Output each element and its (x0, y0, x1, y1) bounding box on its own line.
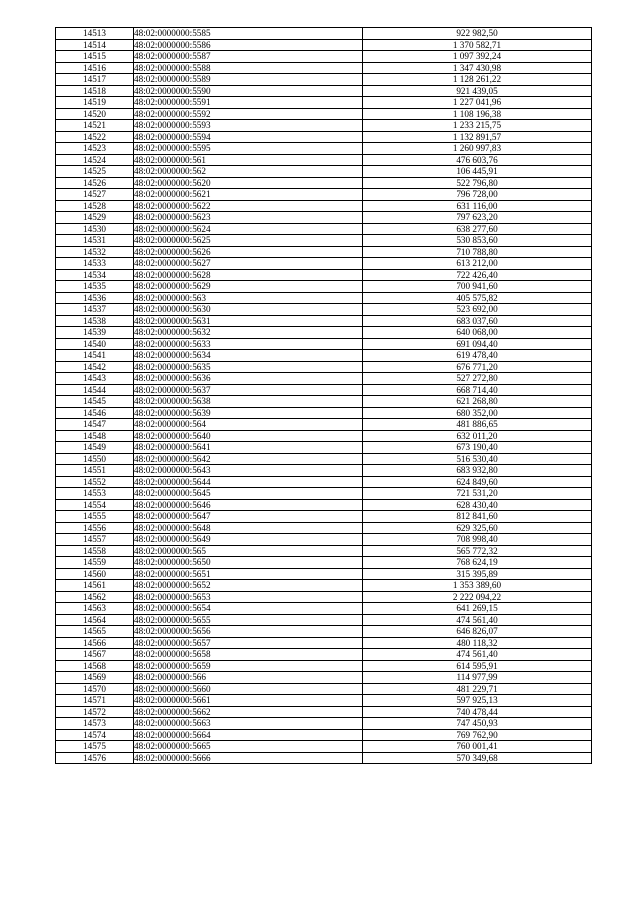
table-row (56, 131, 592, 143)
cadastral-number-cell: 48:02:0000000:5657 (134, 637, 363, 649)
cadastral-number-cell: 48:02:0000000:5650 (134, 557, 363, 569)
table-row (56, 384, 592, 396)
cadastral-value-cell: 481 886,65 (363, 419, 592, 431)
row-number-cell: 14542 (56, 361, 134, 373)
table-row (56, 706, 592, 718)
cadastral-value-cell: 769 762,90 (363, 729, 592, 741)
table-row (56, 660, 592, 672)
table-row (56, 292, 592, 304)
row-number-cell: 14551 (56, 465, 134, 477)
table-row (56, 453, 592, 465)
cadastral-number-cell: 48:02:0000000:5644 (134, 476, 363, 488)
cadastral-number-cell: 48:02:0000000:5591 (134, 97, 363, 109)
cadastral-number-cell: 48:02:0000000:563 (134, 292, 363, 304)
cadastral-number-cell: 48:02:0000000:5655 (134, 614, 363, 626)
row-number-cell: 14533 (56, 258, 134, 270)
cadastral-value-cell: 1 108 196,38 (363, 108, 592, 120)
cadastral-value-cell: 632 011,20 (363, 430, 592, 442)
table-row (56, 465, 592, 477)
cadastral-number-cell: 48:02:0000000:5588 (134, 62, 363, 74)
cadastral-value-cell: 1 370 582,71 (363, 39, 592, 51)
row-number-cell: 14537 (56, 304, 134, 316)
table-row (56, 223, 592, 235)
table-row (56, 74, 592, 86)
cadastral-number-cell: 48:02:0000000:5664 (134, 729, 363, 741)
cadastral-number-cell: 48:02:0000000:5649 (134, 534, 363, 546)
cadastral-value-cell: 797 623,20 (363, 212, 592, 224)
cadastral-value-cell: 480 118,32 (363, 637, 592, 649)
cadastral-number-cell: 48:02:0000000:5647 (134, 511, 363, 523)
row-number-cell: 14549 (56, 442, 134, 454)
cadastral-value-cell: 621 268,80 (363, 396, 592, 408)
row-number-cell: 14546 (56, 407, 134, 419)
cadastral-value-cell: 1 353 389,60 (363, 580, 592, 592)
table-row (56, 718, 592, 730)
cadastral-number-cell: 48:02:0000000:5623 (134, 212, 363, 224)
cadastral-value-cell: 796 728,00 (363, 189, 592, 201)
cadastral-number-cell: 48:02:0000000:5589 (134, 74, 363, 86)
row-number-cell: 14538 (56, 315, 134, 327)
table-row (56, 304, 592, 316)
row-number-cell: 14557 (56, 534, 134, 546)
cadastral-number-cell: 48:02:0000000:5660 (134, 683, 363, 695)
table-row (56, 269, 592, 281)
cadastral-value-cell: 405 575,82 (363, 292, 592, 304)
cadastral-value-cell: 631 116,00 (363, 200, 592, 212)
table-body (56, 28, 592, 764)
cadastral-value-cell: 613 212,00 (363, 258, 592, 270)
row-number-cell: 14515 (56, 51, 134, 63)
cadastral-value-cell: 710 788,80 (363, 246, 592, 258)
cadastral-number-cell: 48:02:0000000:5659 (134, 660, 363, 672)
table-row (56, 568, 592, 580)
row-number-cell: 14552 (56, 476, 134, 488)
cadastral-value-cell: 700 941,60 (363, 281, 592, 293)
cadastral-number-cell: 48:02:0000000:5662 (134, 706, 363, 718)
cadastral-value-cell: 691 094,40 (363, 338, 592, 350)
row-number-cell: 14547 (56, 419, 134, 431)
cadastral-number-cell: 48:02:0000000:5656 (134, 626, 363, 638)
cadastral-value-cell: 760 001,41 (363, 741, 592, 753)
cadastral-value-cell: 516 530,40 (363, 453, 592, 465)
cadastral-value-cell: 646 826,07 (363, 626, 592, 638)
table-row (56, 85, 592, 97)
cadastral-value-cell: 708 998,40 (363, 534, 592, 546)
cadastral-number-cell: 48:02:0000000:566 (134, 672, 363, 684)
cadastral-number-cell: 48:02:0000000:5633 (134, 338, 363, 350)
cadastral-value-cell: 522 796,80 (363, 177, 592, 189)
row-number-cell: 14540 (56, 338, 134, 350)
cadastral-number-cell: 48:02:0000000:5648 (134, 522, 363, 534)
cadastral-number-cell: 48:02:0000000:5658 (134, 649, 363, 661)
row-number-cell: 14532 (56, 246, 134, 258)
table-row (56, 143, 592, 155)
table-row (56, 614, 592, 626)
row-number-cell: 14525 (56, 166, 134, 178)
cadastral-number-cell: 48:02:0000000:5629 (134, 281, 363, 293)
row-number-cell: 14561 (56, 580, 134, 592)
table-row (56, 212, 592, 224)
cadastral-number-cell: 48:02:0000000:561 (134, 154, 363, 166)
cadastral-number-cell: 48:02:0000000:5624 (134, 223, 363, 235)
cadastral-number-cell: 48:02:0000000:5665 (134, 741, 363, 753)
cadastral-number-cell: 48:02:0000000:5666 (134, 752, 363, 764)
table-row (56, 752, 592, 764)
row-number-cell: 14514 (56, 39, 134, 51)
row-number-cell: 14555 (56, 511, 134, 523)
row-number-cell: 14554 (56, 499, 134, 511)
cadastral-value-cell: 1 132 891,57 (363, 131, 592, 143)
cadastral-value-cell: 597 925,13 (363, 695, 592, 707)
cadastral-number-cell: 48:02:0000000:5645 (134, 488, 363, 500)
cadastral-number-cell: 48:02:0000000:5646 (134, 499, 363, 511)
table-row (56, 51, 592, 63)
row-number-cell: 14553 (56, 488, 134, 500)
row-number-cell: 14522 (56, 131, 134, 143)
cadastral-value-cell: 676 771,20 (363, 361, 592, 373)
cadastral-number-cell: 48:02:0000000:5630 (134, 304, 363, 316)
table-row (56, 120, 592, 132)
cadastral-value-cell: 1 233 215,75 (363, 120, 592, 132)
table-row (56, 580, 592, 592)
cadastral-number-cell: 48:02:0000000:5585 (134, 28, 363, 40)
row-number-cell: 14524 (56, 154, 134, 166)
row-number-cell: 14513 (56, 28, 134, 40)
cadastral-value-cell: 1 260 997,83 (363, 143, 592, 155)
row-number-cell: 14526 (56, 177, 134, 189)
row-number-cell: 14545 (56, 396, 134, 408)
row-number-cell: 14568 (56, 660, 134, 672)
table-row (56, 258, 592, 270)
table-row (56, 350, 592, 362)
table-row (56, 557, 592, 569)
cadastral-number-cell: 48:02:0000000:5594 (134, 131, 363, 143)
table-row (56, 683, 592, 695)
cadastral-number-cell: 48:02:0000000:5627 (134, 258, 363, 270)
table-row (56, 361, 592, 373)
table-row (56, 499, 592, 511)
cadastral-number-cell: 48:02:0000000:5621 (134, 189, 363, 201)
cadastral-number-cell: 48:02:0000000:5592 (134, 108, 363, 120)
table-row (56, 741, 592, 753)
row-number-cell: 14574 (56, 729, 134, 741)
cadastral-value-cell: 527 272,80 (363, 373, 592, 385)
cadastral-number-cell: 48:02:0000000:5641 (134, 442, 363, 454)
cadastral-value-cell: 565 772,32 (363, 545, 592, 557)
row-number-cell: 14564 (56, 614, 134, 626)
cadastral-value-cell: 640 068,00 (363, 327, 592, 339)
row-number-cell: 14516 (56, 62, 134, 74)
cadastral-value-cell: 747 450,93 (363, 718, 592, 730)
row-number-cell: 14521 (56, 120, 134, 132)
row-number-cell: 14567 (56, 649, 134, 661)
cadastral-value-cell: 673 190,40 (363, 442, 592, 454)
row-number-cell: 14543 (56, 373, 134, 385)
table-row (56, 591, 592, 603)
cadastral-number-cell: 48:02:0000000:5636 (134, 373, 363, 385)
cadastral-value-cell: 668 714,40 (363, 384, 592, 396)
row-number-cell: 14556 (56, 522, 134, 534)
row-number-cell: 14548 (56, 430, 134, 442)
cadastral-number-cell: 48:02:0000000:5593 (134, 120, 363, 132)
cadastral-value-cell: 722 426,40 (363, 269, 592, 281)
cadastral-number-cell: 48:02:0000000:5661 (134, 695, 363, 707)
cadastral-number-cell: 48:02:0000000:5620 (134, 177, 363, 189)
cadastral-value-cell: 683 932,80 (363, 465, 592, 477)
row-number-cell: 14566 (56, 637, 134, 649)
table-row (56, 476, 592, 488)
table-row (56, 373, 592, 385)
table-row (56, 442, 592, 454)
cadastral-value-cell: 114 977,99 (363, 672, 592, 684)
cadastral-number-cell: 48:02:0000000:5651 (134, 568, 363, 580)
row-number-cell: 14575 (56, 741, 134, 753)
cadastral-value-cell: 2 222 094,22 (363, 591, 592, 603)
row-number-cell: 14541 (56, 350, 134, 362)
row-number-cell: 14517 (56, 74, 134, 86)
cadastral-number-cell: 48:02:0000000:5653 (134, 591, 363, 603)
table-row (56, 97, 592, 109)
cadastral-value-cell: 641 269,15 (363, 603, 592, 615)
cadastral-number-cell: 48:02:0000000:564 (134, 419, 363, 431)
cadastral-number-cell: 48:02:0000000:5642 (134, 453, 363, 465)
table-row (56, 62, 592, 74)
cadastral-value-cell: 922 982,50 (363, 28, 592, 40)
cadastral-number-cell: 48:02:0000000:5628 (134, 269, 363, 281)
table-row (56, 177, 592, 189)
table-row (56, 235, 592, 247)
cadastral-number-cell: 48:02:0000000:5595 (134, 143, 363, 155)
row-number-cell: 14528 (56, 200, 134, 212)
row-number-cell: 14518 (56, 85, 134, 97)
cadastral-value-cell: 523 692,00 (363, 304, 592, 316)
row-number-cell: 14534 (56, 269, 134, 281)
cadastral-number-cell: 48:02:0000000:5663 (134, 718, 363, 730)
row-number-cell: 14529 (56, 212, 134, 224)
row-number-cell: 14544 (56, 384, 134, 396)
row-number-cell: 14539 (56, 327, 134, 339)
cadastral-value-cell: 619 478,40 (363, 350, 592, 362)
cadastral-value-cell: 740 478,44 (363, 706, 592, 718)
row-number-cell: 14563 (56, 603, 134, 615)
row-number-cell: 14559 (56, 557, 134, 569)
cadastral-value-cell: 629 325,60 (363, 522, 592, 534)
cadastral-value-cell: 1 227 041,96 (363, 97, 592, 109)
table-row (56, 315, 592, 327)
table-row (56, 695, 592, 707)
cadastral-value-cell: 1 128 261,22 (363, 74, 592, 86)
cadastral-value-cell: 570 349,68 (363, 752, 592, 764)
cadastral-number-cell: 48:02:0000000:5626 (134, 246, 363, 258)
table-row (56, 39, 592, 51)
table-row (56, 511, 592, 523)
cadastral-number-cell: 48:02:0000000:5622 (134, 200, 363, 212)
table-row (56, 534, 592, 546)
cadastral-value-cell: 628 430,40 (363, 499, 592, 511)
row-number-cell: 14520 (56, 108, 134, 120)
table-row (56, 603, 592, 615)
cadastral-number-cell: 48:02:0000000:5625 (134, 235, 363, 247)
table-row (56, 626, 592, 638)
cadastral-number-cell: 48:02:0000000:5639 (134, 407, 363, 419)
cadastral-number-cell: 48:02:0000000:5638 (134, 396, 363, 408)
cadastral-value-cell: 614 595,91 (363, 660, 592, 672)
cadastral-value-cell: 106 445,91 (363, 166, 592, 178)
cadastral-number-cell: 48:02:0000000:5586 (134, 39, 363, 51)
table-row (56, 189, 592, 201)
table-row (56, 327, 592, 339)
row-number-cell: 14550 (56, 453, 134, 465)
row-number-cell: 14523 (56, 143, 134, 155)
cadastral-value-cell: 680 352,00 (363, 407, 592, 419)
cadastral-number-cell: 48:02:0000000:5654 (134, 603, 363, 615)
table-row (56, 649, 592, 661)
table-row (56, 108, 592, 120)
cadastral-value-cell: 315 395,89 (363, 568, 592, 580)
table-row (56, 672, 592, 684)
cadastral-value-cell: 812 841,60 (363, 511, 592, 523)
table-row (56, 246, 592, 258)
cadastral-number-cell: 48:02:0000000:5590 (134, 85, 363, 97)
row-number-cell: 14573 (56, 718, 134, 730)
table-row (56, 419, 592, 431)
row-number-cell: 14536 (56, 292, 134, 304)
cadastral-value-cell: 721 531,20 (363, 488, 592, 500)
table-row (56, 154, 592, 166)
table-row (56, 281, 592, 293)
row-number-cell: 14565 (56, 626, 134, 638)
cadastral-number-cell: 48:02:0000000:5587 (134, 51, 363, 63)
cadastral-number-cell: 48:02:0000000:565 (134, 545, 363, 557)
row-number-cell: 14571 (56, 695, 134, 707)
row-number-cell: 14570 (56, 683, 134, 695)
row-number-cell: 14519 (56, 97, 134, 109)
row-number-cell: 14527 (56, 189, 134, 201)
cadastral-number-cell: 48:02:0000000:5634 (134, 350, 363, 362)
cadastral-value-cell: 921 439,05 (363, 85, 592, 97)
row-number-cell: 14562 (56, 591, 134, 603)
cadastral-value-cell: 768 624,19 (363, 557, 592, 569)
table-row (56, 338, 592, 350)
cadastral-number-cell: 48:02:0000000:5637 (134, 384, 363, 396)
cadastral-number-cell: 48:02:0000000:5640 (134, 430, 363, 442)
table-row (56, 522, 592, 534)
table-row (56, 166, 592, 178)
table-row (56, 637, 592, 649)
table-row (56, 729, 592, 741)
cadastral-number-cell: 48:02:0000000:5643 (134, 465, 363, 477)
table-row (56, 545, 592, 557)
row-number-cell: 14530 (56, 223, 134, 235)
cadastral-value-cell: 530 853,60 (363, 235, 592, 247)
row-number-cell: 14535 (56, 281, 134, 293)
cadastral-number-cell: 48:02:0000000:5652 (134, 580, 363, 592)
table-row (56, 396, 592, 408)
cadastral-number-cell: 48:02:0000000:5632 (134, 327, 363, 339)
row-number-cell: 14558 (56, 545, 134, 557)
row-number-cell: 14569 (56, 672, 134, 684)
table-row (56, 430, 592, 442)
table-row (56, 488, 592, 500)
cadastral-number-cell: 48:02:0000000:5635 (134, 361, 363, 373)
table-row (56, 28, 592, 40)
table-row (56, 407, 592, 419)
cadastral-value-cell: 638 277,60 (363, 223, 592, 235)
cadastral-number-cell: 48:02:0000000:5631 (134, 315, 363, 327)
row-number-cell: 14572 (56, 706, 134, 718)
cadastral-value-cell: 474 561,40 (363, 649, 592, 661)
cadastral-value-cell: 476 603,76 (363, 154, 592, 166)
cadastral-value-table (55, 27, 592, 764)
cadastral-value-cell: 1 347 430,98 (363, 62, 592, 74)
cadastral-value-cell: 683 037,60 (363, 315, 592, 327)
cadastral-number-cell: 48:02:0000000:562 (134, 166, 363, 178)
cadastral-value-cell: 481 229,71 (363, 683, 592, 695)
row-number-cell: 14576 (56, 752, 134, 764)
table-row (56, 200, 592, 212)
row-number-cell: 14531 (56, 235, 134, 247)
cadastral-value-cell: 1 097 392,24 (363, 51, 592, 63)
cadastral-value-cell: 624 849,60 (363, 476, 592, 488)
row-number-cell: 14560 (56, 568, 134, 580)
cadastral-value-cell: 474 561,40 (363, 614, 592, 626)
